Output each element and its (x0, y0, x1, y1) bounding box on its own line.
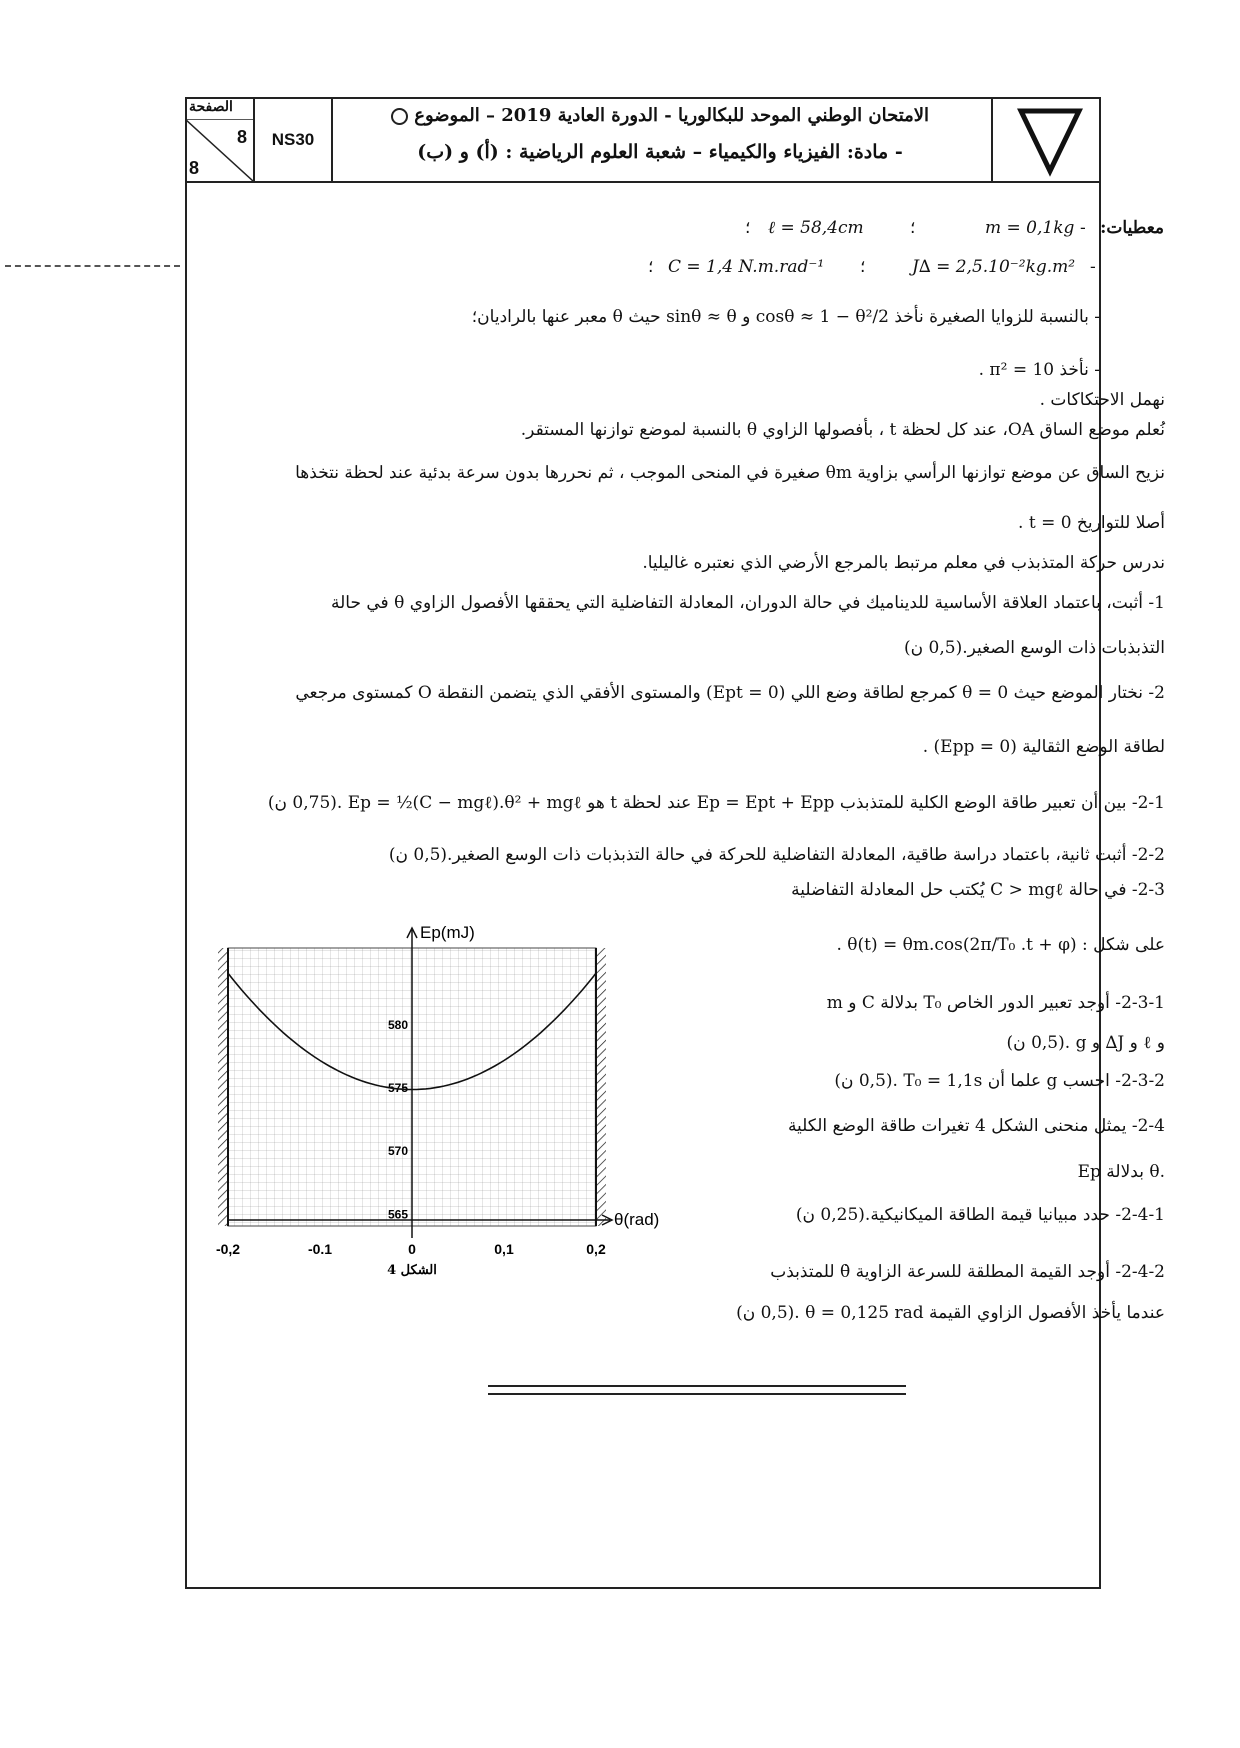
given-friction: نهمل الاحتكاكات . (1039, 390, 1165, 410)
intro-p3: أصلا للتواريخ t = 0 . (1018, 513, 1165, 533)
given-sep-4: ؛ (648, 257, 654, 277)
question-2b: لطاقة الوضع الثقالية (Epp = 0) . (922, 737, 1165, 757)
question-1a: 1- أثبت، باعتماد العلاقة الأساسية للديناميك في حالة الدوران، المعادلة التفاضلية التي يحققها الأفصول الزاوي θ في حالة (330, 593, 1165, 613)
question-2-4-2a: 2-4-2- أوجد القيمة المطلقة للسرعة الزاوية θ̇ للمتذبذب (770, 1262, 1165, 1282)
page-label: الصفحة (189, 99, 233, 115)
question-2-1: 2-1- بين أن تعبير طاقة الوضع الكلية للمتذبذب Ep = Ept + Epp عند لحظة t هو Ep = ½(C − mgℓ).θ² + mgℓ .(0,75 ن) (267, 793, 1165, 813)
page-number-box (185, 97, 255, 183)
given-C: C = 1,4 N.m.rad⁻¹ (668, 257, 825, 277)
y-tick-label: 575 (387, 1081, 408, 1095)
given-small-angles: - بالنسبة للزوايا الصغيرة نأخذ cosθ ≈ 1 − θ²/2 و sinθ ≈ θ حيث θ معبر عنها بالراديان؛ (471, 307, 1100, 327)
y-axis-label: Ep(mJ) (420, 923, 475, 942)
header-line-2: - مادة: الفيزياء والكيمياء – شعبة العلوم الرياضية : (أ) و (ب) (417, 141, 903, 163)
question-2-3: 2-3- في حالة C > mgℓ يُكتب حل المعادلة التفاضلية (791, 880, 1165, 900)
question-2-3-1b: و ℓ و J∆ و g .(0,5 ن) (1006, 1033, 1165, 1053)
right-wall-hatch (596, 948, 606, 1226)
circle-icon (391, 108, 408, 125)
intro-p2: نزيح الساق عن موضع توازنها الرأسي بزاوية θm صغيرة في المنحى الموجب ، ثم نحررها بدون سرعة بدئية عند لحظة نتخذها (295, 463, 1165, 483)
given-sep-1: ؛ (910, 218, 916, 238)
given-pi: - نأخذ π² = 10 . (978, 360, 1100, 380)
question-2-3-solution: على شكل : θ(t) = θm.cos(2π/T₀ .t + φ) . (836, 935, 1165, 955)
given-J-dash: - (1090, 257, 1096, 277)
question-2-4-1: 2-4-1- حدد مبيانيا قيمة الطاقة الميكانيكية.(0,25 ن) (795, 1205, 1165, 1225)
givens-label: معطيات: (1100, 218, 1164, 238)
question-2a: 2- نختار الموضع حيث θ = 0 كمرجع لطاقة وضع اللي (Ept = 0) والمستوى الأفقي الذي يتضمن النقطة O كمستوى مرجعي (295, 683, 1165, 703)
question-1b: التذبذبات ذات الوسع الصغير.(0,5 ن) (904, 638, 1165, 658)
figure-caption: الشكل 4 (387, 1263, 437, 1278)
given-l: ℓ = 58,4cm (768, 218, 864, 238)
intro-p1: نُعلم موضع الساق OA، عند كل لحظة t ، بأفصولها الزاوي θ بالنسبة لموضع توازنها المستقر. (520, 420, 1165, 440)
left-wall-hatch (218, 948, 228, 1226)
given-sep-2: ؛ (745, 218, 751, 238)
page-num: 8 (236, 127, 247, 147)
y-tick-label: 580 (387, 1017, 408, 1032)
margin-dashes (5, 265, 180, 267)
given-sep-3: ؛ (860, 257, 866, 277)
x-tick-label: 0,2 (586, 1241, 606, 1257)
y-tick-label: 565 (387, 1207, 408, 1222)
exam-logo (991, 97, 1101, 183)
x-tick-label: -0.1 (307, 1241, 333, 1257)
given-m-dash: - (1080, 218, 1086, 238)
exam-code: NS30 (255, 97, 333, 183)
question-2-3-2: 2-3-2- احسب g علما أن T₀ = 1,1s .(0,5 ن) (834, 1071, 1165, 1091)
x-axis-label: θ(rad) (614, 1210, 660, 1229)
given-J: J∆ = 2,5.10⁻²kg.m² (912, 257, 1076, 277)
y-tick-label: 570 (387, 1144, 408, 1159)
question-2-2: 2-2- أثبت ثانية، باعتماد دراسة طاقية، المعادلة التفاضلية للحركة في حالة التذبذبات ذات الوسع الصغير.(0,5 ن) (388, 845, 1165, 865)
x-tick-label: 0,1 (494, 1241, 514, 1257)
header-line-1: الامتحان الوطني الموحد للبكالوريا - الدورة العادية 2019 – الموضوع (335, 105, 985, 126)
question-2-3-1a: 2-3-1- أوجد تعبير الدور الخاص T₀ بدلالة C و m (826, 993, 1165, 1013)
x-tick-label: 0 (408, 1241, 416, 1257)
question-2-4-2b: عندما يأخذ الأفصول الزاوي القيمة θ = 0,125 rad .(0,5 ن) (736, 1303, 1165, 1323)
header (185, 97, 1101, 183)
end-rule (488, 1385, 906, 1395)
triangle-logo-icon (993, 97, 1101, 181)
question-2-4a: 2-4- يمثل منحنى الشكل 4 تغيرات طاقة الوضع الكلية (787, 1116, 1165, 1136)
given-m: m = 0,1kg (985, 218, 1075, 238)
figure-4-chart (210, 918, 750, 1298)
x-tick-label: -0,2 (215, 1241, 241, 1257)
intro-p4: ندرس حركة المتذبذب في معلم مرتبط بالمرجع الأرضي الذي نعتبره غاليليا. (642, 553, 1165, 573)
question-2-4b: Ep بدلالة θ. (1077, 1162, 1165, 1182)
page-total: 8 (189, 158, 200, 178)
